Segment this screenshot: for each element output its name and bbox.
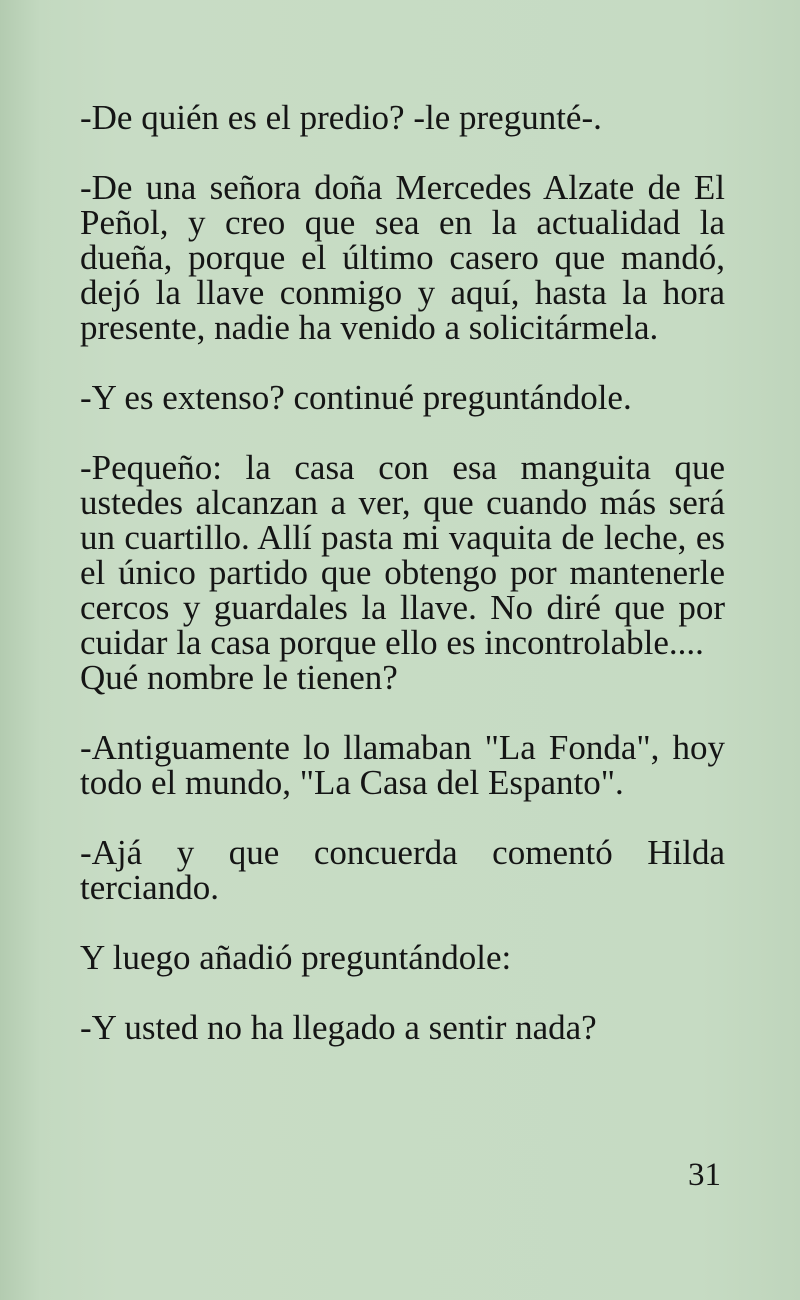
paragraph: -Y es extenso? continué preguntándole.: [80, 378, 632, 417]
page-number: 31: [688, 1157, 721, 1193]
paragraph: Y luego añadió preguntándole:: [80, 938, 512, 977]
paragraph: -Antiguamente lo llamaban "La Fonda", hoy todo el mundo, "La Casa del Espanto".: [80, 728, 725, 802]
paragraph: -De quién es el predio? -le pregunté-.: [80, 98, 602, 137]
paragraph: Qué nombre le tienen?: [80, 658, 398, 697]
paragraph: -Ajá y que concuerda comentó Hilda terciando.: [80, 833, 725, 907]
paragraph: -Y usted no ha llegado a sentir nada?: [80, 1008, 597, 1047]
paragraph: -De una señora doña Mercedes Alzate de El Peñol, y creo que sea en la actualidad la dueña, porque el último casero que mandó, dejó la llave conmigo y aquí, hasta la hora presente, nadie ha venido a solicitármela.: [80, 168, 725, 347]
paragraph: -Pequeño: la casa con esa manguita que ustedes alcanzan a ver, que cuando más será un cuartillo. Allí pasta mi vaquita de leche, es el único partido que obtengo por mantenerle cercos y guardales la llave. No diré que por cuidar la casa porque ello es incontrolable....: [80, 448, 725, 662]
body-text: [80, 100, 725, 1045]
